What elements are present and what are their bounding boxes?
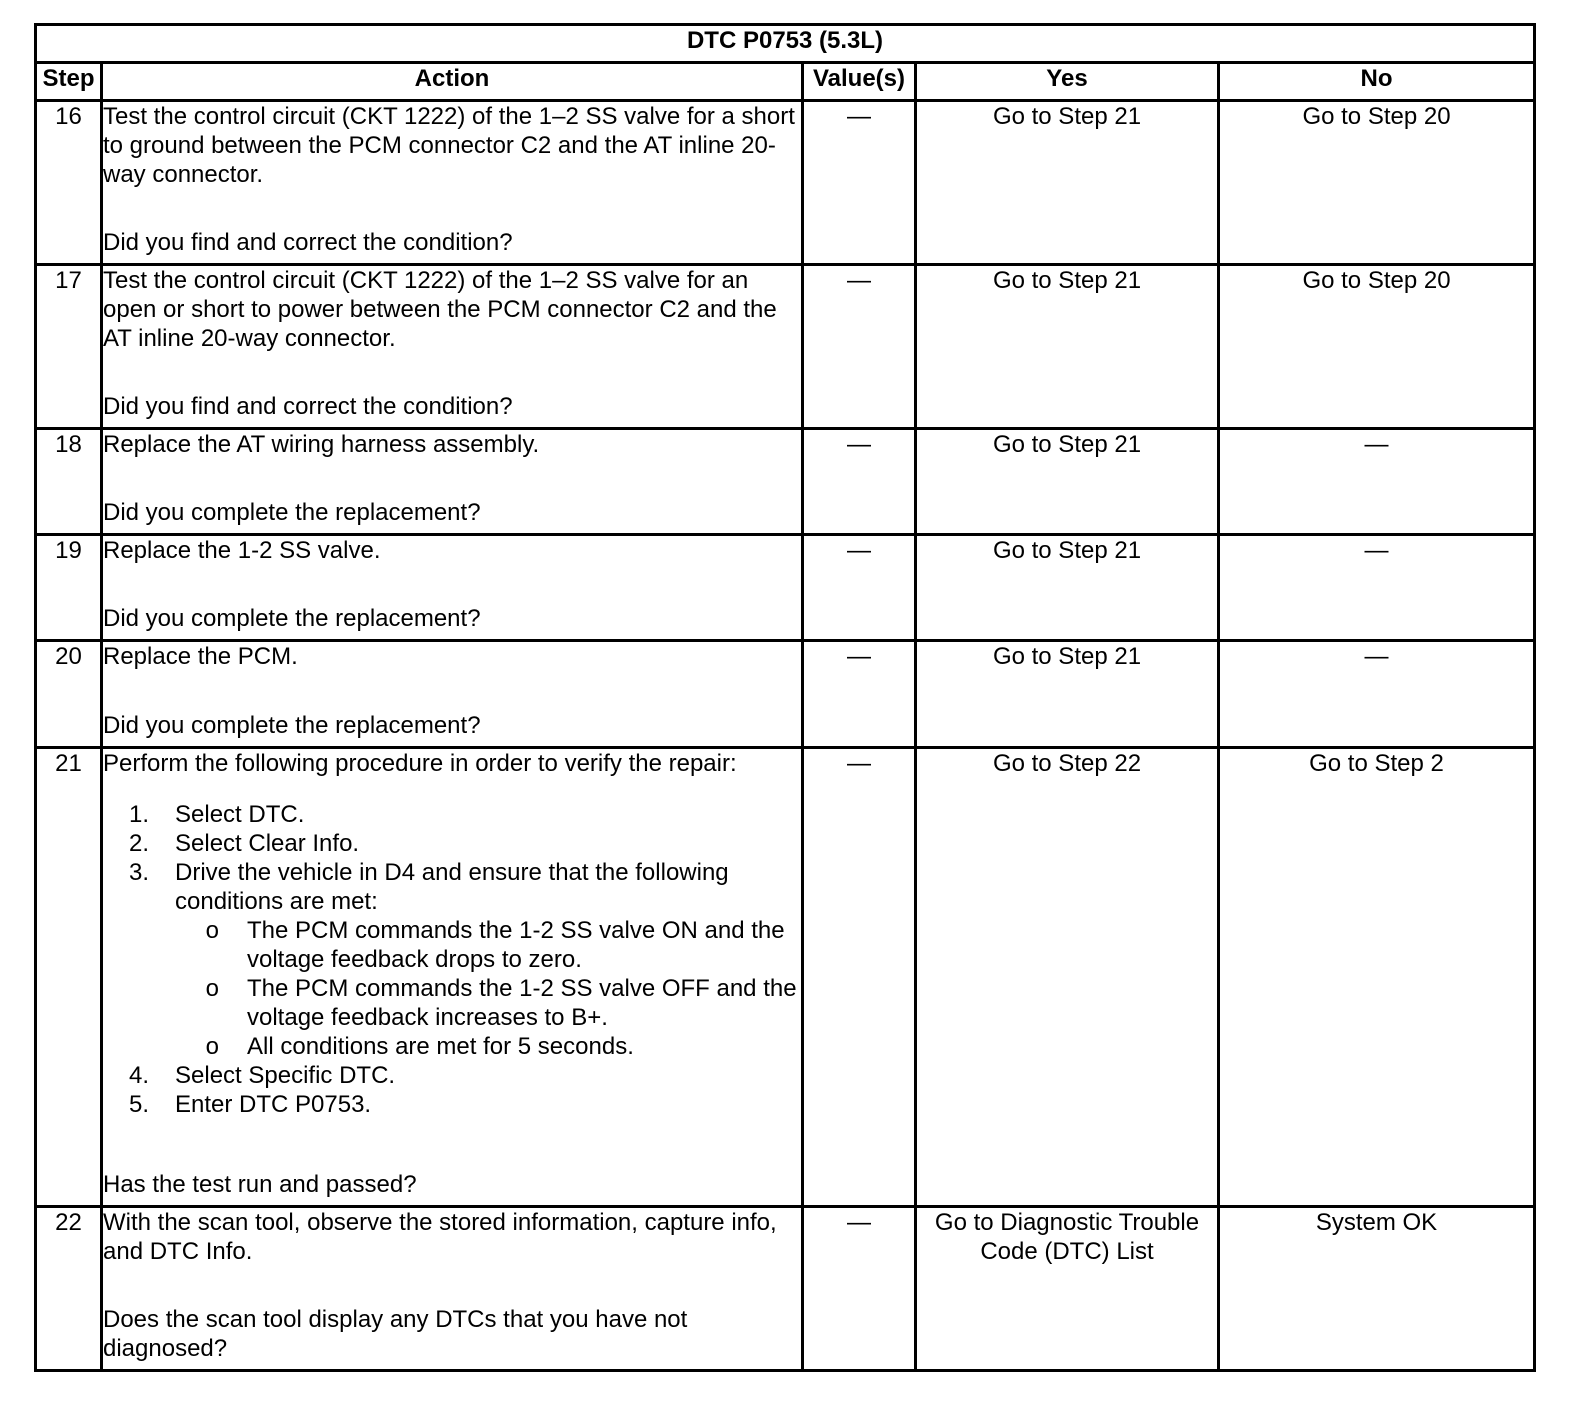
yes-link[interactable]: Go to Step 21 — [916, 535, 1219, 641]
no-link[interactable]: Go to Step 2 — [1219, 748, 1535, 1207]
step-number: 20 — [36, 641, 102, 748]
list-number: 5. — [128, 1091, 149, 1118]
action-question: Did you find and correct the condition? — [103, 229, 513, 256]
yes-link[interactable]: Go to Diagnostic Trouble Code (DTC) List — [916, 1207, 1219, 1371]
yes-link[interactable]: Go to Step 21 — [916, 101, 1219, 265]
yes-link[interactable]: Go to Step 21 — [916, 265, 1219, 429]
action-question: Does the scan tool display any DTCs that you have not diagnosed? — [103, 1306, 688, 1362]
action-text: Replace the 1-2 SS valve. — [103, 537, 381, 564]
sub-list-item — [175, 974, 801, 1032]
action-question: Did you find and correct the condition? — [103, 393, 513, 420]
table-title: DTC P0753 (5.3L) — [36, 25, 1535, 63]
no-link[interactable]: Go to Step 20 — [1219, 101, 1535, 265]
step-number: 19 — [36, 535, 102, 641]
list-text-block — [175, 858, 801, 1061]
yes-link[interactable]: Go to Step 21 — [916, 429, 1219, 535]
action-text: Test the control circuit (CKT 1222) of the 1–2 SS valve for an open or short to power between the PCM connector C2 and the AT inline 20-way connector. — [103, 267, 777, 352]
bullet-icon: o — [205, 1033, 219, 1060]
sub-list-item — [175, 916, 801, 974]
list-item — [103, 1090, 801, 1119]
no-value: — — [1219, 535, 1535, 641]
table-row — [36, 429, 1535, 535]
list-text: Select Specific DTC. — [175, 1062, 396, 1089]
no-value: — — [1219, 641, 1535, 748]
list-number: 2. — [128, 830, 149, 857]
bullet-icon: o — [205, 917, 219, 944]
header-no: No — [1219, 63, 1535, 101]
step-number: 22 — [36, 1207, 102, 1371]
list-text: Enter DTC P0753. — [175, 1091, 372, 1118]
sub-list — [175, 916, 801, 1061]
header-step: Step — [36, 63, 102, 101]
list-number: 4. — [128, 1062, 149, 1089]
sub-list-text: The PCM commands the 1-2 SS valve ON and the voltage feedback drops to zero. — [247, 917, 785, 973]
list-item — [103, 858, 801, 1061]
action-text: With the scan tool, observe the stored information, capture info, and DTC Info. — [103, 1209, 777, 1265]
table-row — [36, 748, 1535, 1207]
procedure-list — [103, 800, 801, 1119]
list-item — [103, 800, 801, 829]
step-number: 18 — [36, 429, 102, 535]
step-number: 16 — [36, 101, 102, 265]
sub-list-text: The PCM commands the 1-2 SS valve OFF and the voltage feedback increases to B+. — [247, 975, 797, 1031]
action-cell — [102, 1207, 803, 1371]
table-row — [36, 535, 1535, 641]
action-text: Test the control circuit (CKT 1222) of the 1–2 SS valve for a short to ground between the PCM connector C2 and the AT inline 20-way connector. — [103, 103, 795, 188]
step-number: 17 — [36, 265, 102, 429]
action-text: Replace the PCM. — [103, 643, 298, 670]
table-row — [36, 101, 1535, 265]
action-text: Perform the following procedure in order to verify the repair: — [103, 750, 737, 777]
action-question: Has the test run and passed? — [103, 1171, 417, 1198]
sub-list-text: All conditions are met for 5 seconds. — [247, 1033, 634, 1060]
action-cell — [102, 265, 803, 429]
list-number: 1. — [128, 801, 149, 828]
header-values: Value(s) — [803, 63, 916, 101]
value-cell: — — [803, 1207, 916, 1371]
value-cell: — — [803, 641, 916, 748]
dtc-table — [34, 23, 1536, 1372]
value-cell: — — [803, 265, 916, 429]
action-cell — [102, 429, 803, 535]
step-number: 21 — [36, 748, 102, 1207]
header-action: Action — [102, 63, 803, 101]
list-text: Select DTC. — [175, 801, 305, 828]
action-question: Did you complete the replacement? — [103, 499, 481, 526]
table-row — [36, 265, 1535, 429]
action-text: Replace the AT wiring harness assembly. — [103, 431, 540, 458]
action-cell — [102, 101, 803, 265]
sub-list-item — [175, 1032, 801, 1061]
action-cell — [102, 535, 803, 641]
list-text: Drive the vehicle in D4 and ensure that the following conditions are met: — [175, 859, 729, 915]
list-number: 3. — [128, 859, 149, 886]
yes-link[interactable]: Go to Step 22 — [916, 748, 1219, 1207]
list-item — [103, 1061, 801, 1090]
no-link[interactable]: System OK — [1219, 1207, 1535, 1371]
yes-link[interactable]: Go to Step 21 — [916, 641, 1219, 748]
no-link[interactable]: Go to Step 20 — [1219, 265, 1535, 429]
no-value: — — [1219, 429, 1535, 535]
action-cell — [102, 641, 803, 748]
header-yes: Yes — [916, 63, 1219, 101]
value-cell: — — [803, 101, 916, 265]
table-row — [36, 1207, 1535, 1371]
value-cell: — — [803, 748, 916, 1207]
list-text: Select Clear Info. — [175, 830, 360, 857]
value-cell: — — [803, 535, 916, 641]
bullet-icon: o — [205, 975, 219, 1002]
value-cell: — — [803, 429, 916, 535]
table-row — [36, 641, 1535, 748]
action-question: Did you complete the replacement? — [103, 605, 481, 632]
action-question: Did you complete the replacement? — [103, 712, 481, 739]
list-item — [103, 829, 801, 858]
action-cell — [102, 748, 803, 1207]
